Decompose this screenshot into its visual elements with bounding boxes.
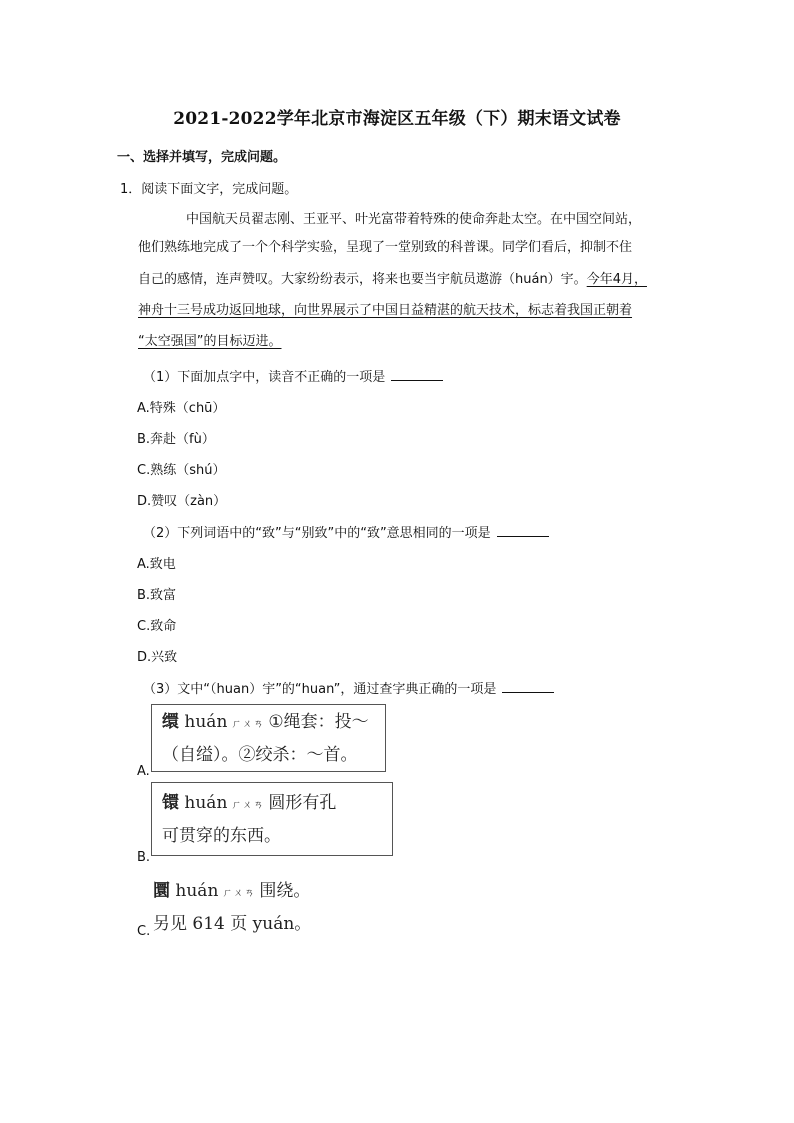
dictionary-entry-c[interactable] (153, 876, 311, 939)
sub3-option-a-letter[interactable]: A. (137, 764, 150, 779)
page-title: 2021-2022学年北京市海淀区五年级（下）期末语文试卷 (173, 109, 621, 129)
dict-a-char: 缳 (162, 712, 179, 732)
sub1-option-b[interactable]: B.奔赴（fù） (137, 432, 215, 447)
sub2-option-a[interactable]: A.致电 (137, 557, 176, 572)
passage-line-2: 他们熟练地完成了一个个科学实验，呈现了一堂别致的科普课。同学们看后，抑制不住 (138, 240, 633, 255)
dictionary-entry-b[interactable] (151, 782, 393, 856)
dict-c-definition: 围绕。 (259, 881, 311, 901)
dict-c-zhuyin: ㄏㄨㄢ (222, 888, 256, 899)
subquestion-3-text: （3）文中“（huan）宇”的“huan”，通过查字典正确的一项是 (143, 682, 497, 697)
passage-line-3-text: 自己的感情，连声赞叹。大家纷纷表示，将来也要当宇航员遨游（huán）宇。 (138, 272, 587, 287)
dict-b-definition: 圆形有孔 (268, 793, 337, 813)
dict-c-pinyin: huán (175, 881, 219, 901)
answer-blank-2[interactable] (497, 535, 549, 537)
sub2-option-c[interactable]: C.致命 (137, 619, 177, 634)
sub1-option-a[interactable]: A.特殊（chū） (137, 401, 226, 416)
sub3-option-c-letter[interactable]: C. (137, 924, 151, 939)
passage-underlined-text: 今年4月， (586, 272, 647, 287)
sub1-option-d[interactable]: D.赞叹（zàn） (137, 494, 227, 509)
dict-a-definition: ①绳套：投～ (268, 712, 369, 732)
sub1-option-c[interactable]: C.熟练（shú） (137, 463, 226, 478)
dict-a-pinyin: huán (184, 712, 228, 732)
passage-line-3 (138, 268, 683, 287)
dict-a-line-1 (162, 707, 375, 740)
dict-a-zhuyin: ㄏㄨㄢ (231, 719, 265, 730)
subquestion-3-prompt (143, 678, 554, 697)
passage-line-4: 神舟十三号成功返回地球，向世界展示了中国日益精湛的航天技术，标志着我国正朝着 (138, 303, 633, 318)
dict-b-zhuyin: ㄏㄨㄢ (231, 800, 265, 811)
subquestion-1-text: （1）下面加点字中，读音不正确的一项是 (143, 370, 386, 385)
dict-a-line-2: （自缢）。②绞杀：～首。 (162, 745, 358, 765)
question-label: 1．阅读下面文字，完成问题。 (120, 182, 298, 197)
dict-b-pinyin: huán (184, 793, 228, 813)
dict-c-char: 圜 (153, 881, 170, 901)
dict-b-line-2: 可贯穿的东西。 (162, 826, 281, 846)
answer-blank-3[interactable] (502, 691, 554, 693)
sub2-option-d[interactable]: D.兴致 (137, 650, 178, 665)
dict-c-line-1 (153, 876, 311, 909)
subquestion-2-text: （2）下列词语中的“致”与“别致”中的“致”意思相同的一项是 (143, 526, 491, 541)
passage-line-1: 中国航天员翟志刚、王亚平、叶光富带着特殊的使命奔赴太空。在中国空间站， (186, 212, 642, 227)
dict-b-char: 镮 (162, 793, 179, 813)
sub3-option-b-letter[interactable]: B. (137, 850, 151, 865)
dictionary-entry-a[interactable] (151, 704, 386, 772)
subquestion-1-prompt (143, 366, 443, 385)
section-heading: 一、选择并填写，完成问题。 (117, 150, 287, 165)
sub2-option-b[interactable]: B.致富 (137, 588, 177, 603)
dict-c-line-2: 另见 614 页 yuán。 (153, 914, 312, 934)
dict-b-line-1 (162, 788, 382, 821)
answer-blank-1[interactable] (391, 379, 443, 381)
passage-line-5: “太空强国”的目标迈进。 (138, 334, 282, 349)
subquestion-2-prompt (143, 522, 549, 541)
